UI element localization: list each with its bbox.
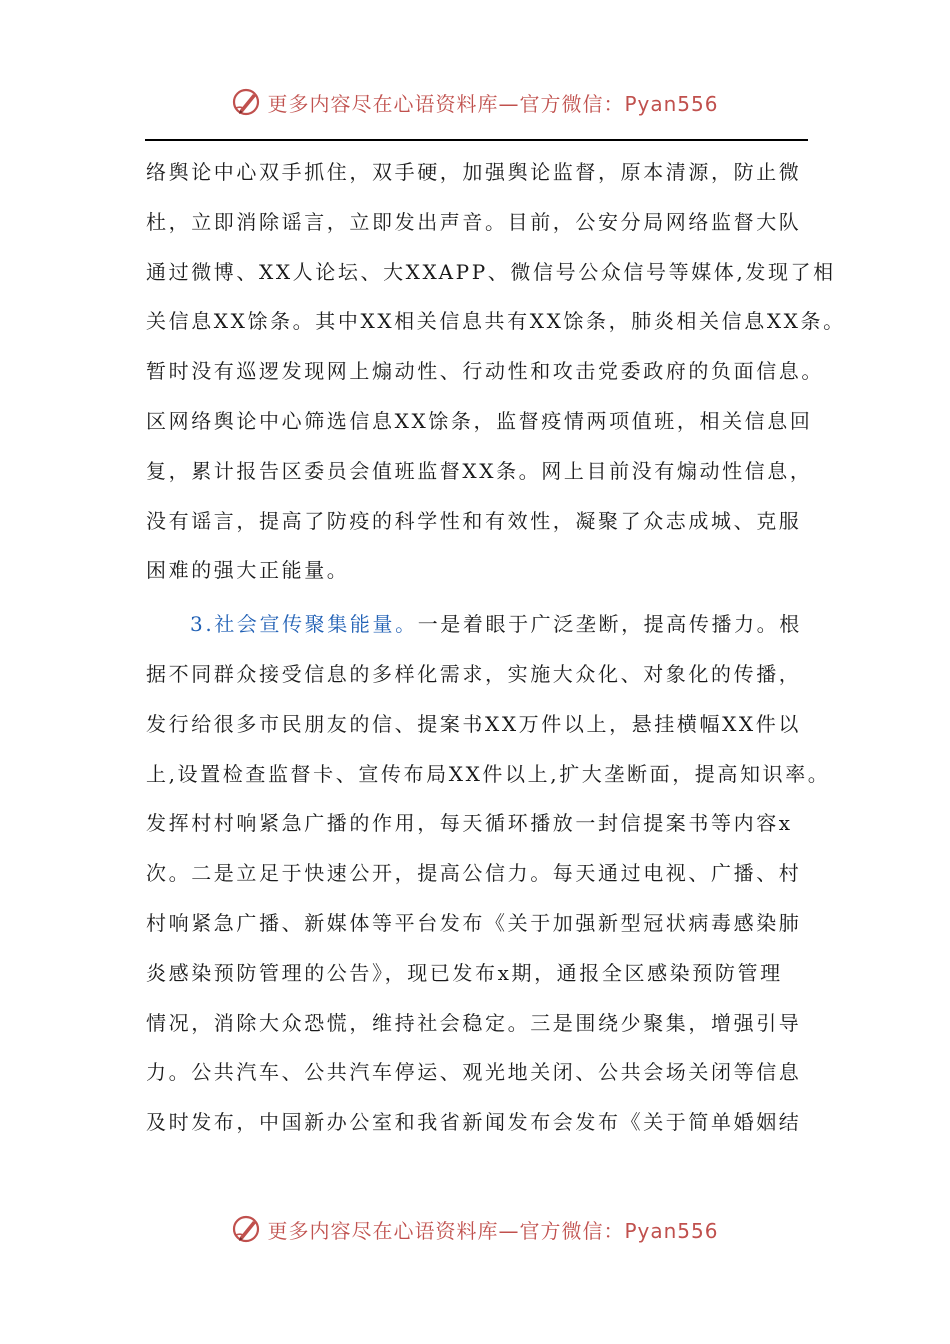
- document-body: [146, 148, 846, 1148]
- header-banner-text: 更多内容尽在心语资料库—官方微信：Pyan556: [267, 91, 719, 116]
- text-line: 区网络舆论中心筛选信息XX馀条，监督疫情两项值班，相关信息回: [146, 408, 813, 433]
- header-banner: [0, 82, 950, 122]
- footer-banner-text: 更多内容尽在心语资料库—官方微信：Pyan556: [267, 1218, 719, 1243]
- text-line: 暂时没有巡逻发现网上煽动性、行动性和攻击党委政府的负面信息。: [146, 359, 824, 384]
- text-line: 力。公共汽车、公共汽车停运、观光地关闭、公共会场关闭等信息: [146, 1060, 802, 1085]
- text-line: 据不同群众接受信息的多样化需求，实施大众化、对象化的传播，: [146, 661, 802, 686]
- paragraph-2: [146, 600, 831, 1148]
- footer-banner: [0, 1209, 950, 1249]
- section-heading: 3.社会宣传聚集能量。: [190, 612, 418, 637]
- text-line: 杜，立即消除谣言，立即发出声音。目前，公安分局网络监督大队: [146, 209, 802, 234]
- text-line: 次。二是立足于快速公开，提高公信力。每天通过电视、广播、村: [146, 861, 802, 886]
- text-line: 情况，消除大众恐慌，维持社会稳定。三是围绕少聚集，增强引导: [146, 1010, 802, 1035]
- text-line: 及时发布，中国新办公室和我省新闻发布会发布《关于简单婚姻结: [146, 1110, 802, 1135]
- text-line: 复，累计报告区委员会值班监督XX条。网上目前没有煽动性信息，: [146, 458, 813, 483]
- text-line: 没有谣言，提高了防疫的科学性和有效性，凝聚了众志成城、克服: [146, 508, 802, 533]
- text-line: 炎感染预防管理的公告》，现已发布x期，通报全区感染预防管理: [146, 960, 783, 985]
- first-line-rest: 一是着眼于广泛垄断，提高传播力。根: [417, 612, 802, 637]
- text-line: 发行给很多市民朋友的信、提案书XX万件以上，悬挂横幅XX件以: [146, 711, 801, 736]
- pen-circle-logo-icon: [231, 86, 263, 118]
- text-line: 困难的强大正能量。: [146, 558, 350, 583]
- paragraph-1: [146, 148, 846, 596]
- text-line: 通过微博、XX人论坛、大XXAPP、微信号公众信号等媒体,发现了相: [146, 259, 836, 284]
- text-line-first: [146, 600, 822, 650]
- text-line: 村响紧急广播、新媒体等平台发布《关于加强新型冠状病毒感染肺: [146, 910, 802, 935]
- pen-circle-logo-icon: [231, 1213, 263, 1245]
- text-line: 发挥村村响紧急广播的作用，每天循环播放一封信提案书等内容x: [146, 811, 793, 836]
- text-line: 络舆论中心双手抓住，双手硬，加强舆论监督，原本清源，防止微: [146, 160, 802, 184]
- text-line: 关信息XX馀条。其中XX相关信息共有XX馀条，肺炎相关信息XX条。: [146, 309, 846, 334]
- text-line: 上,设置检查监督卡、宣传布局XX件以上,扩大垄断面，提高知识率。: [146, 761, 831, 786]
- header-divider: [145, 139, 808, 141]
